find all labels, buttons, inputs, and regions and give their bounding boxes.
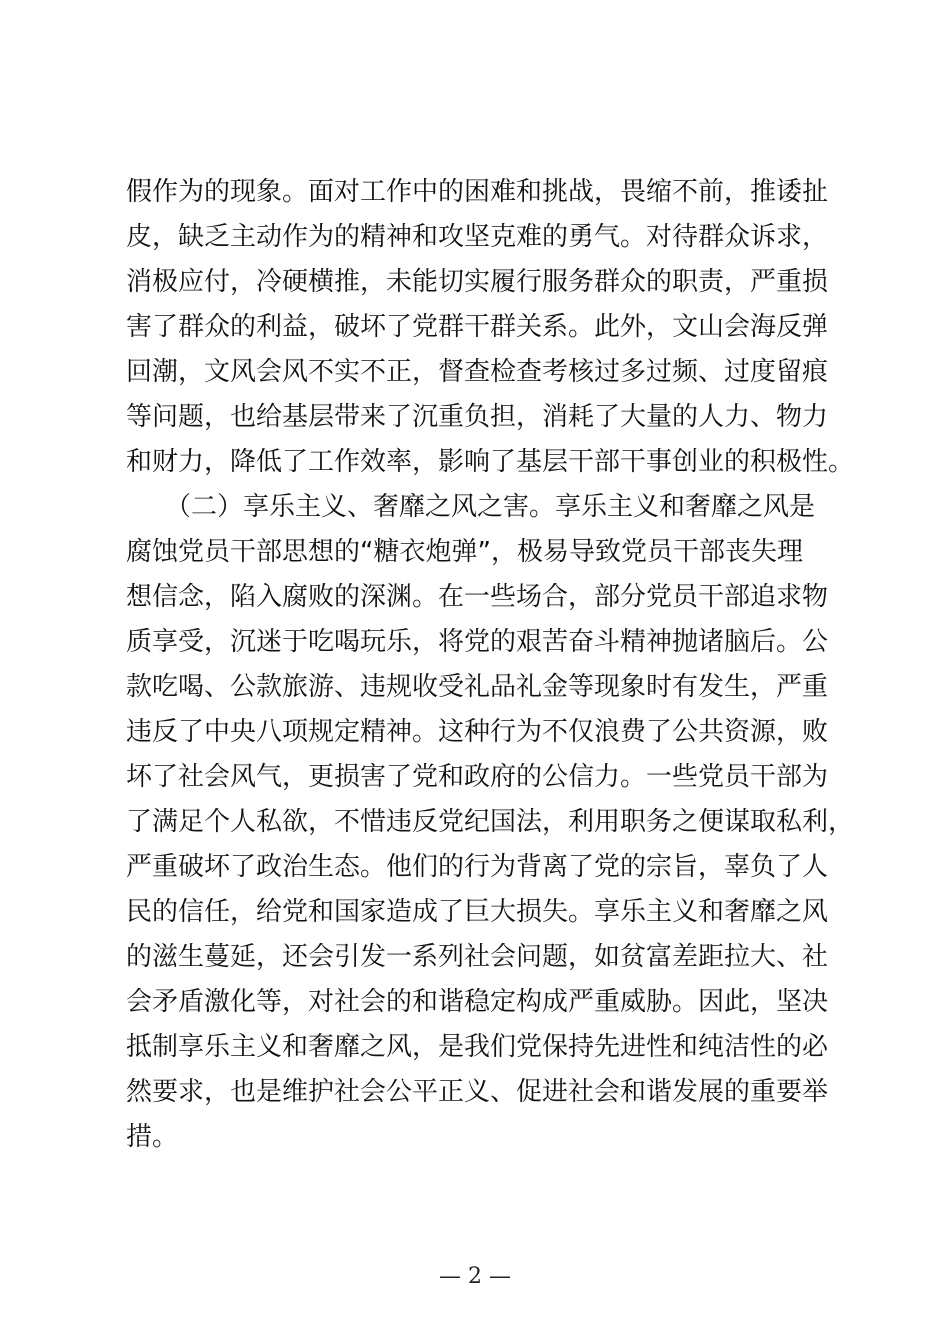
- text-line: 违反了中央八项规定精神。这种行为不仅浪费了公共资源，败: [126, 717, 829, 747]
- section-heading-line: （二）享乐主义、奢靡之风之害。享乐主义和奢靡之风是: [126, 492, 816, 522]
- text-line: 等问题，也给基层带来了沉重负担，消耗了大量的人力、物力: [126, 402, 829, 432]
- text-line: 坏了社会风气，更损害了党和政府的公信力。一些党员干部为: [126, 762, 829, 792]
- text-line: 回潮，文风会风不实不正，督查检查考核过多过频、过度留痕: [126, 357, 829, 387]
- document-body: [126, 170, 855, 1160]
- text-line: 皮，缺乏主动作为的精神和攻坚克难的勇气。对待群众诉求，: [126, 222, 829, 252]
- text-line: 假作为的现象。面对工作中的困难和挑战，畏缩不前，推诿扯: [126, 177, 829, 207]
- text-line: 然要求，也是维护社会公平正义、促进社会和谐发展的重要举: [126, 1077, 829, 1107]
- text-line: 严重破坏了政治生态。他们的行为背离了党的宗旨，辜负了人: [126, 852, 829, 882]
- text-line: 款吃喝、公款旅游、违规收受礼品礼金等现象时有发生，严重: [126, 672, 829, 702]
- text-line: 会矛盾激化等，对社会的和谐稳定构成严重威胁。因此，坚决: [126, 987, 829, 1017]
- text-line: 害了群众的利益，破坏了党群干群关系。此外，文山会海反弹: [126, 312, 829, 342]
- text-line: 民的信任，给党和国家造成了巨大损失。享乐主义和奢靡之风: [126, 897, 829, 927]
- text-line: 和财力，降低了工作效率，影响了基层干部干事创业的积极性。: [126, 447, 855, 477]
- text-line: 想信念，陷入腐败的深渊。在一些场合，部分党员干部追求物: [126, 582, 829, 612]
- text-line: 措。: [126, 1122, 179, 1152]
- text-line: 的滋生蔓延，还会引发一系列社会问题，如贫富差距拉大、社: [126, 942, 829, 972]
- text-line: 了满足个人私欲，不惜违反党纪国法，利用职务之便谋取私利，: [126, 807, 855, 837]
- page-number: — 2 —: [439, 1264, 511, 1289]
- text-line: 消极应付，冷硬横推，未能切实履行服务群众的职责，严重损: [126, 267, 829, 297]
- text-line: 质享受，沉迷于吃喝玩乐，将党的艰苦奋斗精神抛诸脑后。公: [126, 627, 829, 657]
- text-line: 抵制享乐主义和奢靡之风，是我们党保持先进性和纯洁性的必: [126, 1032, 829, 1062]
- text-line: 腐蚀党员干部思想的“糖衣炮弹”，极易导致党员干部丧失理: [126, 537, 803, 567]
